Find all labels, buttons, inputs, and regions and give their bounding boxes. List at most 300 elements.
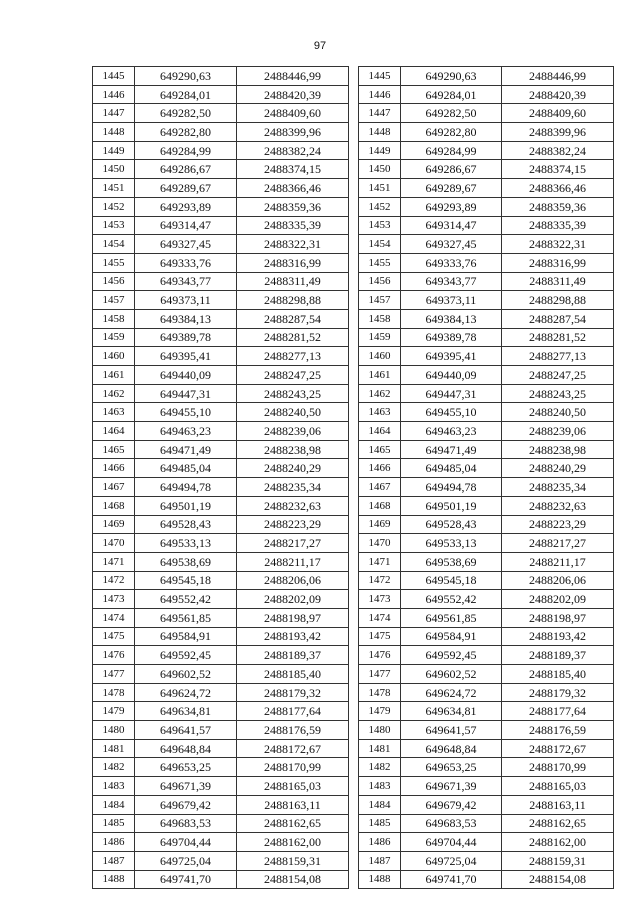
x-coordinate-cell: 649373,11 (401, 291, 502, 310)
table-row (359, 67, 614, 86)
y-coordinate-cell: 2488243,25 (237, 384, 349, 403)
y-coordinate-cell: 2488163,11 (502, 795, 614, 814)
point-number-cell: 1446 (93, 85, 135, 104)
point-number-cell: 1450 (359, 160, 401, 179)
y-coordinate-cell: 2488193,42 (502, 627, 614, 646)
table-row (359, 235, 614, 254)
x-coordinate-cell: 649592,45 (135, 646, 237, 665)
table-row (359, 777, 614, 796)
table-row (359, 272, 614, 291)
y-coordinate-cell: 2488202,09 (502, 590, 614, 609)
table-row (359, 422, 614, 441)
x-coordinate-cell: 649725,04 (135, 851, 237, 870)
table-row (93, 141, 349, 160)
x-coordinate-cell: 649584,91 (401, 627, 502, 646)
table-row (359, 814, 614, 833)
y-coordinate-cell: 2488176,59 (237, 721, 349, 740)
point-number-cell: 1455 (359, 253, 401, 272)
x-coordinate-cell: 649314,47 (401, 216, 502, 235)
point-number-cell: 1483 (93, 777, 135, 796)
x-coordinate-cell: 649343,77 (401, 272, 502, 291)
table-row (359, 403, 614, 422)
y-coordinate-cell: 2488316,99 (502, 253, 614, 272)
x-coordinate-cell: 649286,67 (401, 160, 502, 179)
table-row (359, 85, 614, 104)
point-number-cell: 1480 (93, 721, 135, 740)
x-coordinate-cell: 649624,72 (401, 683, 502, 702)
table-row (93, 440, 349, 459)
x-coordinate-cell: 649634,81 (135, 702, 237, 721)
table-row (359, 627, 614, 646)
x-coordinate-cell: 649538,69 (401, 552, 502, 571)
table-row (359, 459, 614, 478)
point-number-cell: 1485 (93, 814, 135, 833)
table-row (359, 160, 614, 179)
y-coordinate-cell: 2488287,54 (237, 309, 349, 328)
y-coordinate-cell: 2488223,29 (237, 515, 349, 534)
table-row (93, 366, 349, 385)
x-coordinate-cell: 649741,70 (135, 870, 237, 889)
x-coordinate-cell: 649286,67 (135, 160, 237, 179)
x-coordinate-cell: 649561,85 (401, 608, 502, 627)
y-coordinate-cell: 2488316,99 (237, 253, 349, 272)
x-coordinate-cell: 649494,78 (401, 478, 502, 497)
table-row (93, 347, 349, 366)
point-number-cell: 1461 (359, 366, 401, 385)
point-number-cell: 1463 (93, 403, 135, 422)
x-coordinate-cell: 649533,13 (401, 534, 502, 553)
point-number-cell: 1487 (359, 851, 401, 870)
point-number-cell: 1477 (359, 665, 401, 684)
table-row (359, 366, 614, 385)
point-number-cell: 1465 (359, 440, 401, 459)
table-row (93, 833, 349, 852)
point-number-cell: 1468 (93, 496, 135, 515)
point-number-cell: 1485 (359, 814, 401, 833)
point-number-cell: 1449 (93, 141, 135, 160)
y-coordinate-cell: 2488311,49 (502, 272, 614, 291)
y-coordinate-cell: 2488162,00 (502, 833, 614, 852)
table-row (359, 440, 614, 459)
y-coordinate-cell: 2488154,08 (502, 870, 614, 889)
y-coordinate-cell: 2488238,98 (502, 440, 614, 459)
x-coordinate-cell: 649384,13 (135, 309, 237, 328)
table-row (359, 328, 614, 347)
point-number-cell: 1467 (359, 478, 401, 497)
y-coordinate-cell: 2488399,96 (237, 123, 349, 142)
x-coordinate-cell: 649545,18 (135, 571, 237, 590)
point-number-cell: 1480 (359, 721, 401, 740)
point-number-cell: 1466 (93, 459, 135, 478)
table-row (359, 833, 614, 852)
point-number-cell: 1460 (93, 347, 135, 366)
x-coordinate-cell: 649395,41 (135, 347, 237, 366)
x-coordinate-cell: 649471,49 (135, 440, 237, 459)
y-coordinate-cell: 2488239,06 (237, 422, 349, 441)
table-row (93, 160, 349, 179)
point-number-cell: 1474 (359, 608, 401, 627)
table-row (93, 253, 349, 272)
y-coordinate-cell: 2488177,64 (502, 702, 614, 721)
point-number-cell: 1464 (93, 422, 135, 441)
y-coordinate-cell: 2488162,00 (237, 833, 349, 852)
table-row (359, 123, 614, 142)
table-row (93, 422, 349, 441)
point-number-cell: 1445 (359, 67, 401, 86)
table-row (359, 571, 614, 590)
table-row (359, 496, 614, 515)
point-number-cell: 1454 (93, 235, 135, 254)
table-row (359, 309, 614, 328)
point-number-cell: 1469 (359, 515, 401, 534)
y-coordinate-cell: 2488240,29 (237, 459, 349, 478)
y-coordinate-cell: 2488193,42 (237, 627, 349, 646)
x-coordinate-cell: 649741,70 (401, 870, 502, 889)
y-coordinate-cell: 2488172,67 (502, 739, 614, 758)
y-coordinate-cell: 2488247,25 (502, 366, 614, 385)
table-row (93, 646, 349, 665)
point-number-cell: 1487 (93, 851, 135, 870)
y-coordinate-cell: 2488240,50 (502, 403, 614, 422)
y-coordinate-cell: 2488159,31 (502, 851, 614, 870)
point-number-cell: 1459 (93, 328, 135, 347)
x-coordinate-cell: 649634,81 (401, 702, 502, 721)
point-number-cell: 1463 (359, 403, 401, 422)
table-row (93, 534, 349, 553)
x-coordinate-cell: 649314,47 (135, 216, 237, 235)
x-coordinate-cell: 649327,45 (135, 235, 237, 254)
y-coordinate-cell: 2488162,65 (237, 814, 349, 833)
x-coordinate-cell: 649602,52 (135, 665, 237, 684)
y-coordinate-cell: 2488240,29 (502, 459, 614, 478)
x-coordinate-cell: 649528,43 (135, 515, 237, 534)
table-row (359, 552, 614, 571)
y-coordinate-cell: 2488335,39 (502, 216, 614, 235)
point-number-cell: 1450 (93, 160, 135, 179)
table-row (93, 627, 349, 646)
y-coordinate-cell: 2488235,34 (502, 478, 614, 497)
x-coordinate-cell: 649293,89 (135, 197, 237, 216)
y-coordinate-cell: 2488335,39 (237, 216, 349, 235)
y-coordinate-cell: 2488211,17 (237, 552, 349, 571)
point-number-cell: 1475 (359, 627, 401, 646)
table-row (93, 85, 349, 104)
x-coordinate-cell: 649641,57 (401, 721, 502, 740)
table-row (359, 478, 614, 497)
x-coordinate-cell: 649333,76 (135, 253, 237, 272)
table-row (359, 795, 614, 814)
x-coordinate-cell: 649293,89 (401, 197, 502, 216)
y-coordinate-cell: 2488176,59 (502, 721, 614, 740)
point-number-cell: 1466 (359, 459, 401, 478)
point-number-cell: 1484 (93, 795, 135, 814)
x-coordinate-cell: 649447,31 (135, 384, 237, 403)
x-coordinate-cell: 649282,50 (135, 104, 237, 123)
x-coordinate-cell: 649463,23 (135, 422, 237, 441)
x-coordinate-cell: 649289,67 (135, 179, 237, 198)
table-row (93, 235, 349, 254)
table-row (93, 777, 349, 796)
y-coordinate-cell: 2488232,63 (237, 496, 349, 515)
table-row (93, 608, 349, 627)
point-number-cell: 1462 (93, 384, 135, 403)
y-coordinate-cell: 2488243,25 (502, 384, 614, 403)
y-coordinate-cell: 2488420,39 (502, 85, 614, 104)
x-coordinate-cell: 649290,63 (401, 67, 502, 86)
point-number-cell: 1473 (93, 590, 135, 609)
point-number-cell: 1445 (93, 67, 135, 86)
table-row (359, 534, 614, 553)
point-number-cell: 1464 (359, 422, 401, 441)
x-coordinate-cell: 649552,42 (135, 590, 237, 609)
point-number-cell: 1469 (93, 515, 135, 534)
y-coordinate-cell: 2488154,08 (237, 870, 349, 889)
table-row (93, 197, 349, 216)
x-coordinate-cell: 649561,85 (135, 608, 237, 627)
table-row (359, 515, 614, 534)
point-number-cell: 1479 (93, 702, 135, 721)
y-coordinate-cell: 2488217,27 (502, 534, 614, 553)
y-coordinate-cell: 2488165,03 (237, 777, 349, 796)
point-number-cell: 1478 (359, 683, 401, 702)
y-coordinate-cell: 2488172,67 (237, 739, 349, 758)
y-coordinate-cell: 2488179,32 (237, 683, 349, 702)
y-coordinate-cell: 2488382,24 (502, 141, 614, 160)
x-coordinate-cell: 649471,49 (401, 440, 502, 459)
point-number-cell: 1461 (93, 366, 135, 385)
point-number-cell: 1452 (93, 197, 135, 216)
point-number-cell: 1483 (359, 777, 401, 796)
y-coordinate-cell: 2488206,06 (502, 571, 614, 590)
x-coordinate-cell: 649679,42 (135, 795, 237, 814)
point-number-cell: 1456 (359, 272, 401, 291)
y-coordinate-cell: 2488189,37 (237, 646, 349, 665)
table-row (93, 309, 349, 328)
point-number-cell: 1476 (359, 646, 401, 665)
y-coordinate-cell: 2488281,52 (502, 328, 614, 347)
point-number-cell: 1479 (359, 702, 401, 721)
table-row (359, 347, 614, 366)
x-coordinate-cell: 649284,99 (401, 141, 502, 160)
y-coordinate-cell: 2488235,34 (237, 478, 349, 497)
y-coordinate-cell: 2488247,25 (237, 366, 349, 385)
point-number-cell: 1474 (93, 608, 135, 627)
x-coordinate-cell: 649648,84 (135, 739, 237, 758)
x-coordinate-cell: 649704,44 (135, 833, 237, 852)
y-coordinate-cell: 2488170,99 (237, 758, 349, 777)
table-row (359, 870, 614, 889)
x-coordinate-cell: 649671,39 (401, 777, 502, 796)
table-row (359, 721, 614, 740)
x-coordinate-cell: 649395,41 (401, 347, 502, 366)
table-row (93, 67, 349, 86)
point-number-cell: 1475 (93, 627, 135, 646)
x-coordinate-cell: 649602,52 (401, 665, 502, 684)
point-number-cell: 1458 (93, 309, 135, 328)
point-number-cell: 1472 (93, 571, 135, 590)
x-coordinate-cell: 649545,18 (401, 571, 502, 590)
x-coordinate-cell: 649455,10 (135, 403, 237, 422)
point-number-cell: 1446 (359, 85, 401, 104)
point-number-cell: 1482 (359, 758, 401, 777)
y-coordinate-cell: 2488202,09 (237, 590, 349, 609)
point-number-cell: 1447 (93, 104, 135, 123)
x-coordinate-cell: 649592,45 (401, 646, 502, 665)
point-number-cell: 1458 (359, 309, 401, 328)
x-coordinate-cell: 649447,31 (401, 384, 502, 403)
y-coordinate-cell: 2488206,06 (237, 571, 349, 590)
point-number-cell: 1448 (93, 123, 135, 142)
x-coordinate-cell: 649679,42 (401, 795, 502, 814)
x-coordinate-cell: 649648,84 (401, 739, 502, 758)
y-coordinate-cell: 2488359,36 (237, 197, 349, 216)
point-number-cell: 1457 (359, 291, 401, 310)
table-row (93, 683, 349, 702)
table-row (93, 590, 349, 609)
x-coordinate-cell: 649333,76 (401, 253, 502, 272)
y-coordinate-cell: 2488239,06 (502, 422, 614, 441)
y-coordinate-cell: 2488165,03 (502, 777, 614, 796)
point-number-cell: 1454 (359, 235, 401, 254)
x-coordinate-cell: 649624,72 (135, 683, 237, 702)
point-number-cell: 1484 (359, 795, 401, 814)
x-coordinate-cell: 649704,44 (401, 833, 502, 852)
table-row (359, 702, 614, 721)
y-coordinate-cell: 2488177,64 (237, 702, 349, 721)
table-row (93, 179, 349, 198)
table-row (93, 739, 349, 758)
point-number-cell: 1471 (93, 552, 135, 571)
y-coordinate-cell: 2488409,60 (237, 104, 349, 123)
point-number-cell: 1448 (359, 123, 401, 142)
y-coordinate-cell: 2488223,29 (502, 515, 614, 534)
point-number-cell: 1481 (93, 739, 135, 758)
y-coordinate-cell: 2488298,88 (237, 291, 349, 310)
y-coordinate-cell: 2488298,88 (502, 291, 614, 310)
x-coordinate-cell: 649389,78 (135, 328, 237, 347)
x-coordinate-cell: 649584,91 (135, 627, 237, 646)
point-number-cell: 1488 (93, 870, 135, 889)
y-coordinate-cell: 2488446,99 (502, 67, 614, 86)
y-coordinate-cell: 2488359,36 (502, 197, 614, 216)
x-coordinate-cell: 649290,63 (135, 67, 237, 86)
table-row (359, 179, 614, 198)
point-number-cell: 1456 (93, 272, 135, 291)
table-row (359, 683, 614, 702)
y-coordinate-cell: 2488366,46 (502, 179, 614, 198)
y-coordinate-cell: 2488159,31 (237, 851, 349, 870)
x-coordinate-cell: 649327,45 (401, 235, 502, 254)
y-coordinate-cell: 2488277,13 (237, 347, 349, 366)
x-coordinate-cell: 649653,25 (401, 758, 502, 777)
x-coordinate-cell: 649683,53 (401, 814, 502, 833)
x-coordinate-cell: 649653,25 (135, 758, 237, 777)
point-number-cell: 1468 (359, 496, 401, 515)
y-coordinate-cell: 2488163,11 (237, 795, 349, 814)
table-row (93, 216, 349, 235)
table-row (93, 814, 349, 833)
x-coordinate-cell: 649538,69 (135, 552, 237, 571)
table-row (93, 328, 349, 347)
table-row (359, 608, 614, 627)
x-coordinate-cell: 649552,42 (401, 590, 502, 609)
coordinates-table-right (358, 66, 614, 889)
table-row (93, 478, 349, 497)
x-coordinate-cell: 649671,39 (135, 777, 237, 796)
y-coordinate-cell: 2488446,99 (237, 67, 349, 86)
x-coordinate-cell: 649284,99 (135, 141, 237, 160)
x-coordinate-cell: 649501,19 (135, 496, 237, 515)
y-coordinate-cell: 2488198,97 (502, 608, 614, 627)
x-coordinate-cell: 649284,01 (401, 85, 502, 104)
table-row (359, 590, 614, 609)
y-coordinate-cell: 2488189,37 (502, 646, 614, 665)
table-row (359, 384, 614, 403)
x-coordinate-cell: 649494,78 (135, 478, 237, 497)
y-coordinate-cell: 2488311,49 (237, 272, 349, 291)
table-row (93, 104, 349, 123)
table-row (93, 291, 349, 310)
point-number-cell: 1482 (93, 758, 135, 777)
y-coordinate-cell: 2488420,39 (237, 85, 349, 104)
point-number-cell: 1451 (93, 179, 135, 198)
coordinates-table-left (92, 66, 349, 889)
point-number-cell: 1470 (93, 534, 135, 553)
x-coordinate-cell: 649384,13 (401, 309, 502, 328)
table-row (359, 739, 614, 758)
table-row (93, 758, 349, 777)
table-row (359, 104, 614, 123)
point-number-cell: 1473 (359, 590, 401, 609)
x-coordinate-cell: 649683,53 (135, 814, 237, 833)
table-row (93, 702, 349, 721)
table-row (93, 851, 349, 870)
point-number-cell: 1457 (93, 291, 135, 310)
x-coordinate-cell: 649501,19 (401, 496, 502, 515)
table-row (359, 291, 614, 310)
x-coordinate-cell: 649528,43 (401, 515, 502, 534)
point-number-cell: 1478 (93, 683, 135, 702)
table-row (359, 646, 614, 665)
x-coordinate-cell: 649533,13 (135, 534, 237, 553)
y-coordinate-cell: 2488238,98 (237, 440, 349, 459)
y-coordinate-cell: 2488185,40 (502, 665, 614, 684)
table-row (359, 141, 614, 160)
x-coordinate-cell: 649485,04 (135, 459, 237, 478)
table-row (93, 272, 349, 291)
y-coordinate-cell: 2488217,27 (237, 534, 349, 553)
table-row (93, 665, 349, 684)
x-coordinate-cell: 649725,04 (401, 851, 502, 870)
y-coordinate-cell: 2488198,97 (237, 608, 349, 627)
y-coordinate-cell: 2488374,15 (237, 160, 349, 179)
point-number-cell: 1455 (93, 253, 135, 272)
y-coordinate-cell: 2488281,52 (237, 328, 349, 347)
table-row (93, 515, 349, 534)
table-row (93, 496, 349, 515)
x-coordinate-cell: 649289,67 (401, 179, 502, 198)
y-coordinate-cell: 2488322,31 (237, 235, 349, 254)
point-number-cell: 1467 (93, 478, 135, 497)
x-coordinate-cell: 649455,10 (401, 403, 502, 422)
y-coordinate-cell: 2488179,32 (502, 683, 614, 702)
point-number-cell: 1486 (359, 833, 401, 852)
table-row (93, 571, 349, 590)
table-row (359, 758, 614, 777)
point-number-cell: 1452 (359, 197, 401, 216)
point-number-cell: 1459 (359, 328, 401, 347)
y-coordinate-cell: 2488277,13 (502, 347, 614, 366)
